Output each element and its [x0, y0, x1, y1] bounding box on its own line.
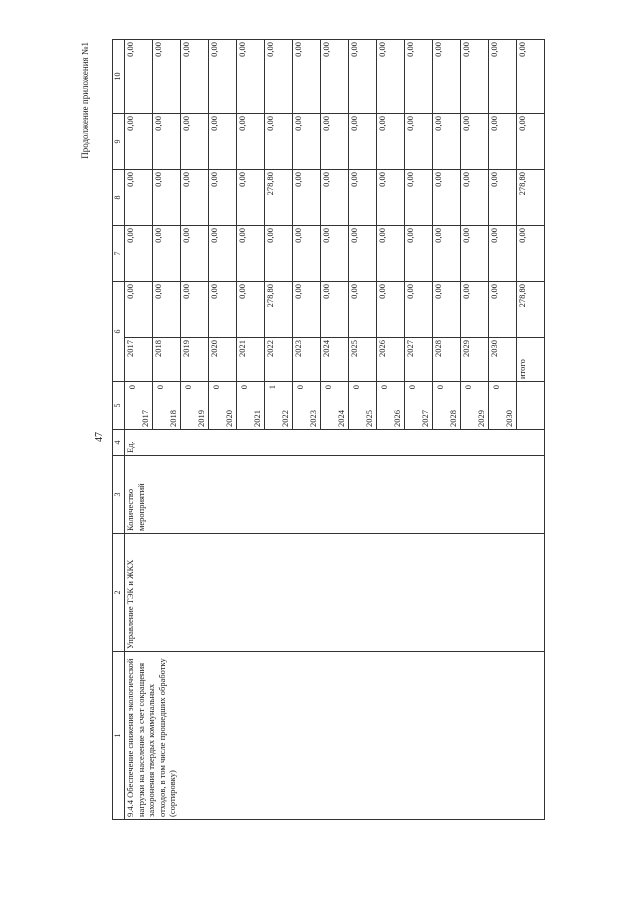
indicator-value: 0 — [435, 385, 445, 390]
amount-col-9: 0,00 — [489, 114, 517, 170]
indicator-value: 1 — [267, 385, 277, 390]
amount-col-7: 0,00 — [153, 226, 181, 282]
table-row — [125, 40, 153, 820]
indicator-value: 0 — [155, 385, 165, 390]
indicator-year: 2021 — [252, 410, 262, 427]
budget-table — [112, 39, 545, 820]
amount-col-10: 0,00 — [433, 40, 461, 114]
amount-col-7: 0,00 — [489, 226, 517, 282]
col-num-5: 5 — [113, 382, 125, 430]
amount-col-10: 0,00 — [209, 40, 237, 114]
total-amount: 0,00 — [153, 282, 181, 338]
amount-col-8: 0,00 — [181, 170, 209, 226]
total-amount: 0,00 — [125, 282, 153, 338]
col-num-6: 6 — [113, 282, 125, 382]
page-number: 47 — [94, 432, 105, 442]
amount-col-8: 0,00 — [153, 170, 181, 226]
amount-col-9: 0,00 — [377, 114, 405, 170]
amount-col-10: 0,00 — [293, 40, 321, 114]
total-amount: 0,00 — [349, 282, 377, 338]
indicator-value: 0 — [183, 385, 193, 390]
amount-col-10: 0,00 — [153, 40, 181, 114]
amount-col-8: 0,00 — [377, 170, 405, 226]
total-amount: 0,00 — [433, 282, 461, 338]
total-amount: 278,80 — [517, 282, 545, 338]
amount-col-8: 0,00 — [405, 170, 433, 226]
total-amount: 278,80 — [265, 282, 293, 338]
amount-col-9: 0,00 — [349, 114, 377, 170]
finance-year: 2029 — [461, 338, 489, 382]
indicator-year: 2028 — [448, 410, 458, 427]
indicator-year: 2019 — [196, 410, 206, 427]
indicator-year-cell — [433, 382, 461, 430]
total-amount: 0,00 — [461, 282, 489, 338]
indicator-year: 2030 — [504, 410, 514, 427]
amount-col-9: 0,00 — [461, 114, 489, 170]
indicator-year-cell — [405, 382, 433, 430]
amount-col-10: 0,00 — [489, 40, 517, 114]
finance-year: 2023 — [293, 338, 321, 382]
indicator-year-cell — [349, 382, 377, 430]
indicator-value: 0 — [491, 385, 501, 390]
indicator-value: 0 — [351, 385, 361, 390]
indicator-year-cell — [321, 382, 349, 430]
finance-year: 2020 — [209, 338, 237, 382]
amount-col-8: 0,00 — [461, 170, 489, 226]
amount-col-10: 0,00 — [125, 40, 153, 114]
indicator-value: 0 — [295, 385, 305, 390]
indicator-year: 2027 — [420, 410, 430, 427]
indicator-cell: Количество мероприятий — [125, 456, 545, 534]
col-num-2: 2 — [113, 534, 125, 652]
indicator-year-cell — [153, 382, 181, 430]
indicator-year-cell — [489, 382, 517, 430]
amount-col-9: 0,00 — [293, 114, 321, 170]
indicator-year: 2022 — [280, 410, 290, 427]
indicator-year: 2026 — [392, 410, 402, 427]
finance-year: 2024 — [321, 338, 349, 382]
rotated-page — [80, 40, 552, 820]
finance-year: 2025 — [349, 338, 377, 382]
amount-col-9: 0,00 — [433, 114, 461, 170]
amount-col-10: 0,00 — [461, 40, 489, 114]
indicator-year: 2017 — [140, 410, 150, 427]
indicator-year: 2020 — [224, 410, 234, 427]
amount-col-10: 0,00 — [405, 40, 433, 114]
amount-col-7: 0,00 — [209, 226, 237, 282]
amount-col-7: 0,00 — [405, 226, 433, 282]
amount-col-9: 0,00 — [237, 114, 265, 170]
amount-col-8: 278,80 — [265, 170, 293, 226]
col-num-8: 8 — [113, 170, 125, 226]
indicator-value: 0 — [127, 385, 137, 390]
amount-col-7: 0,00 — [181, 226, 209, 282]
amount-col-9: 0,00 — [125, 114, 153, 170]
indicator-value: 0 — [239, 385, 249, 390]
amount-col-8: 0,00 — [489, 170, 517, 226]
total-col-10: 0,00 — [517, 40, 545, 114]
indicator-value: 0 — [463, 385, 473, 390]
amount-col-7: 0,00 — [321, 226, 349, 282]
amount-col-10: 0,00 — [321, 40, 349, 114]
col-num-9: 9 — [113, 114, 125, 170]
indicator-year-cell — [293, 382, 321, 430]
finance-year: 2027 — [405, 338, 433, 382]
finance-year: 2022 — [265, 338, 293, 382]
indicator-year-cell — [237, 382, 265, 430]
col-num-10: 10 — [113, 40, 125, 114]
total-col-8: 278,80 — [517, 170, 545, 226]
finance-year: 2028 — [433, 338, 461, 382]
amount-col-8: 0,00 — [209, 170, 237, 226]
total-label: итого — [517, 338, 545, 382]
finance-year: 2019 — [181, 338, 209, 382]
col-num-1: 1 — [113, 652, 125, 820]
amount-col-8: 0,00 — [237, 170, 265, 226]
total-amount: 0,00 — [237, 282, 265, 338]
total-amount: 0,00 — [377, 282, 405, 338]
amount-col-8: 0,00 — [433, 170, 461, 226]
amount-col-7: 0,00 — [377, 226, 405, 282]
total-amount: 0,00 — [293, 282, 321, 338]
amount-col-9: 0,00 — [405, 114, 433, 170]
column-number-row — [113, 40, 125, 820]
amount-col-9: 0,00 — [153, 114, 181, 170]
total-amount: 0,00 — [209, 282, 237, 338]
amount-col-7: 0,00 — [237, 226, 265, 282]
indicator-year-cell — [125, 382, 153, 430]
amount-col-10: 0,00 — [237, 40, 265, 114]
indicator-value: 0 — [211, 385, 221, 390]
amount-col-9: 0,00 — [265, 114, 293, 170]
amount-col-10: 0,00 — [265, 40, 293, 114]
amount-col-7: 0,00 — [293, 226, 321, 282]
unit-cell: Ед. — [125, 430, 545, 456]
amount-col-8: 0,00 — [125, 170, 153, 226]
total-amount: 0,00 — [321, 282, 349, 338]
executor-cell: Управление ТЭК и ЖКХ — [125, 534, 545, 652]
indicator-year-cell — [209, 382, 237, 430]
total-amount: 0,00 — [405, 282, 433, 338]
total-amount: 0,00 — [181, 282, 209, 338]
amount-col-10: 0,00 — [349, 40, 377, 114]
amount-col-8: 0,00 — [293, 170, 321, 226]
total-col-9: 0,00 — [517, 114, 545, 170]
indicator-year-cell — [461, 382, 489, 430]
amount-col-9: 0,00 — [209, 114, 237, 170]
amount-col-7: 0,00 — [433, 226, 461, 282]
indicator-year-cell — [265, 382, 293, 430]
indicator-year: 2025 — [364, 410, 374, 427]
amount-col-9: 0,00 — [181, 114, 209, 170]
finance-year: 2030 — [489, 338, 517, 382]
amount-col-7: 0,00 — [265, 226, 293, 282]
amount-col-7: 0,00 — [125, 226, 153, 282]
indicator-year: 2029 — [476, 410, 486, 427]
finance-year: 2026 — [377, 338, 405, 382]
amount-col-10: 0,00 — [377, 40, 405, 114]
total-empty-cell — [517, 382, 545, 430]
indicator-year-cell — [377, 382, 405, 430]
measure-description: 9.4.4 Обеспечение снижения экологической нагрузки на население за счет сокращения захоронения твердых коммунальных отходов, в том числе прошедших обработку (сортировку) — [125, 652, 545, 820]
indicator-year: 2018 — [168, 410, 178, 427]
indicator-year-cell — [181, 382, 209, 430]
amount-col-7: 0,00 — [461, 226, 489, 282]
amount-col-8: 0,00 — [321, 170, 349, 226]
continuation-note: Продолжение приложения №1 — [80, 42, 90, 159]
indicator-value: 0 — [407, 385, 417, 390]
indicator-year: 2023 — [308, 410, 318, 427]
amount-col-10: 0,00 — [181, 40, 209, 114]
indicator-value: 0 — [323, 385, 333, 390]
col-num-7: 7 — [113, 226, 125, 282]
col-num-4: 4 — [113, 430, 125, 456]
finance-year: 2017 — [125, 338, 153, 382]
amount-col-8: 0,00 — [349, 170, 377, 226]
indicator-year: 2024 — [336, 410, 346, 427]
indicator-value: 0 — [379, 385, 389, 390]
amount-col-7: 0,00 — [349, 226, 377, 282]
total-col-7: 0,00 — [517, 226, 545, 282]
col-num-3: 3 — [113, 456, 125, 534]
finance-year: 2021 — [237, 338, 265, 382]
amount-col-9: 0,00 — [321, 114, 349, 170]
total-amount: 0,00 — [489, 282, 517, 338]
finance-year: 2018 — [153, 338, 181, 382]
